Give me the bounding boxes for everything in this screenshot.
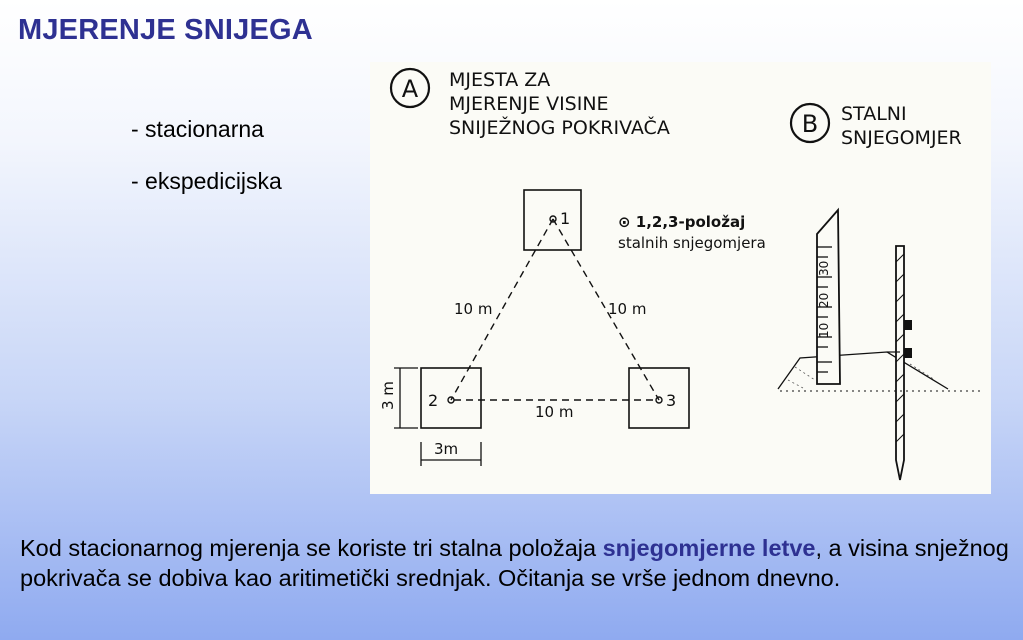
square-position-3 [629, 368, 689, 428]
caption-text-part-2: , a visina snježnog pokrivača se dobiva kao aritimetički srednjak. Očitanja se vrše jednom dnevno. [20, 535, 1009, 591]
label-a: A [401, 75, 419, 103]
heading-a-line-3: SNIJEŽNOG POKRIVAČA [449, 117, 670, 139]
gauge-marker-lower [904, 348, 912, 358]
legend-line-2: stalnih snjegomjera [618, 234, 766, 252]
scale-tick-20: 20 [817, 292, 831, 308]
label-b: B [801, 110, 819, 138]
heading-a-line-1: MJESTA ZA [449, 69, 551, 91]
point-label-2: 2 [428, 391, 439, 410]
gauge-marker-upper [904, 320, 912, 330]
dimension-width-label: 3m [434, 440, 459, 458]
caption-highlight: snjegomjerne letve [602, 535, 816, 561]
point-label-1: 1 [560, 209, 571, 228]
snow-mound-outline [778, 352, 948, 389]
caption-paragraph [20, 533, 1010, 593]
bullet-list [131, 116, 282, 220]
scale-tick-10: 10 [817, 322, 831, 338]
dimension-height-label: 3 m [379, 381, 397, 410]
distance-label-right: 10 m [608, 300, 647, 318]
scale-tick-30: 30 [817, 260, 831, 276]
marker-position-2 [448, 397, 454, 403]
distance-label-bottom: 10 m [535, 403, 574, 421]
snow-measurement-diagram [370, 62, 991, 494]
bullet-item-expedition: - ekspedicijska [131, 168, 282, 194]
diagram-svg [370, 62, 991, 494]
bullet-item-stationary: - stacionarna [131, 116, 264, 142]
legend-line-1: ⊙ 1,2,3-položaj [618, 213, 746, 231]
heading-b-line-1: STALNI [841, 103, 907, 125]
distance-label-left: 10 m [454, 300, 493, 318]
caption-text-part-1: Kod stacionarnog mjerenja se koriste tri stalna položaja [20, 535, 603, 561]
heading-b-line-2: SNJEGOMJER [841, 127, 962, 149]
dimension-height [394, 368, 418, 428]
heading-a-line-2: MJERENJE VISINE [449, 93, 609, 115]
point-label-3: 3 [666, 391, 677, 410]
slide-title: MJERENJE SNIJEGA [18, 14, 313, 46]
